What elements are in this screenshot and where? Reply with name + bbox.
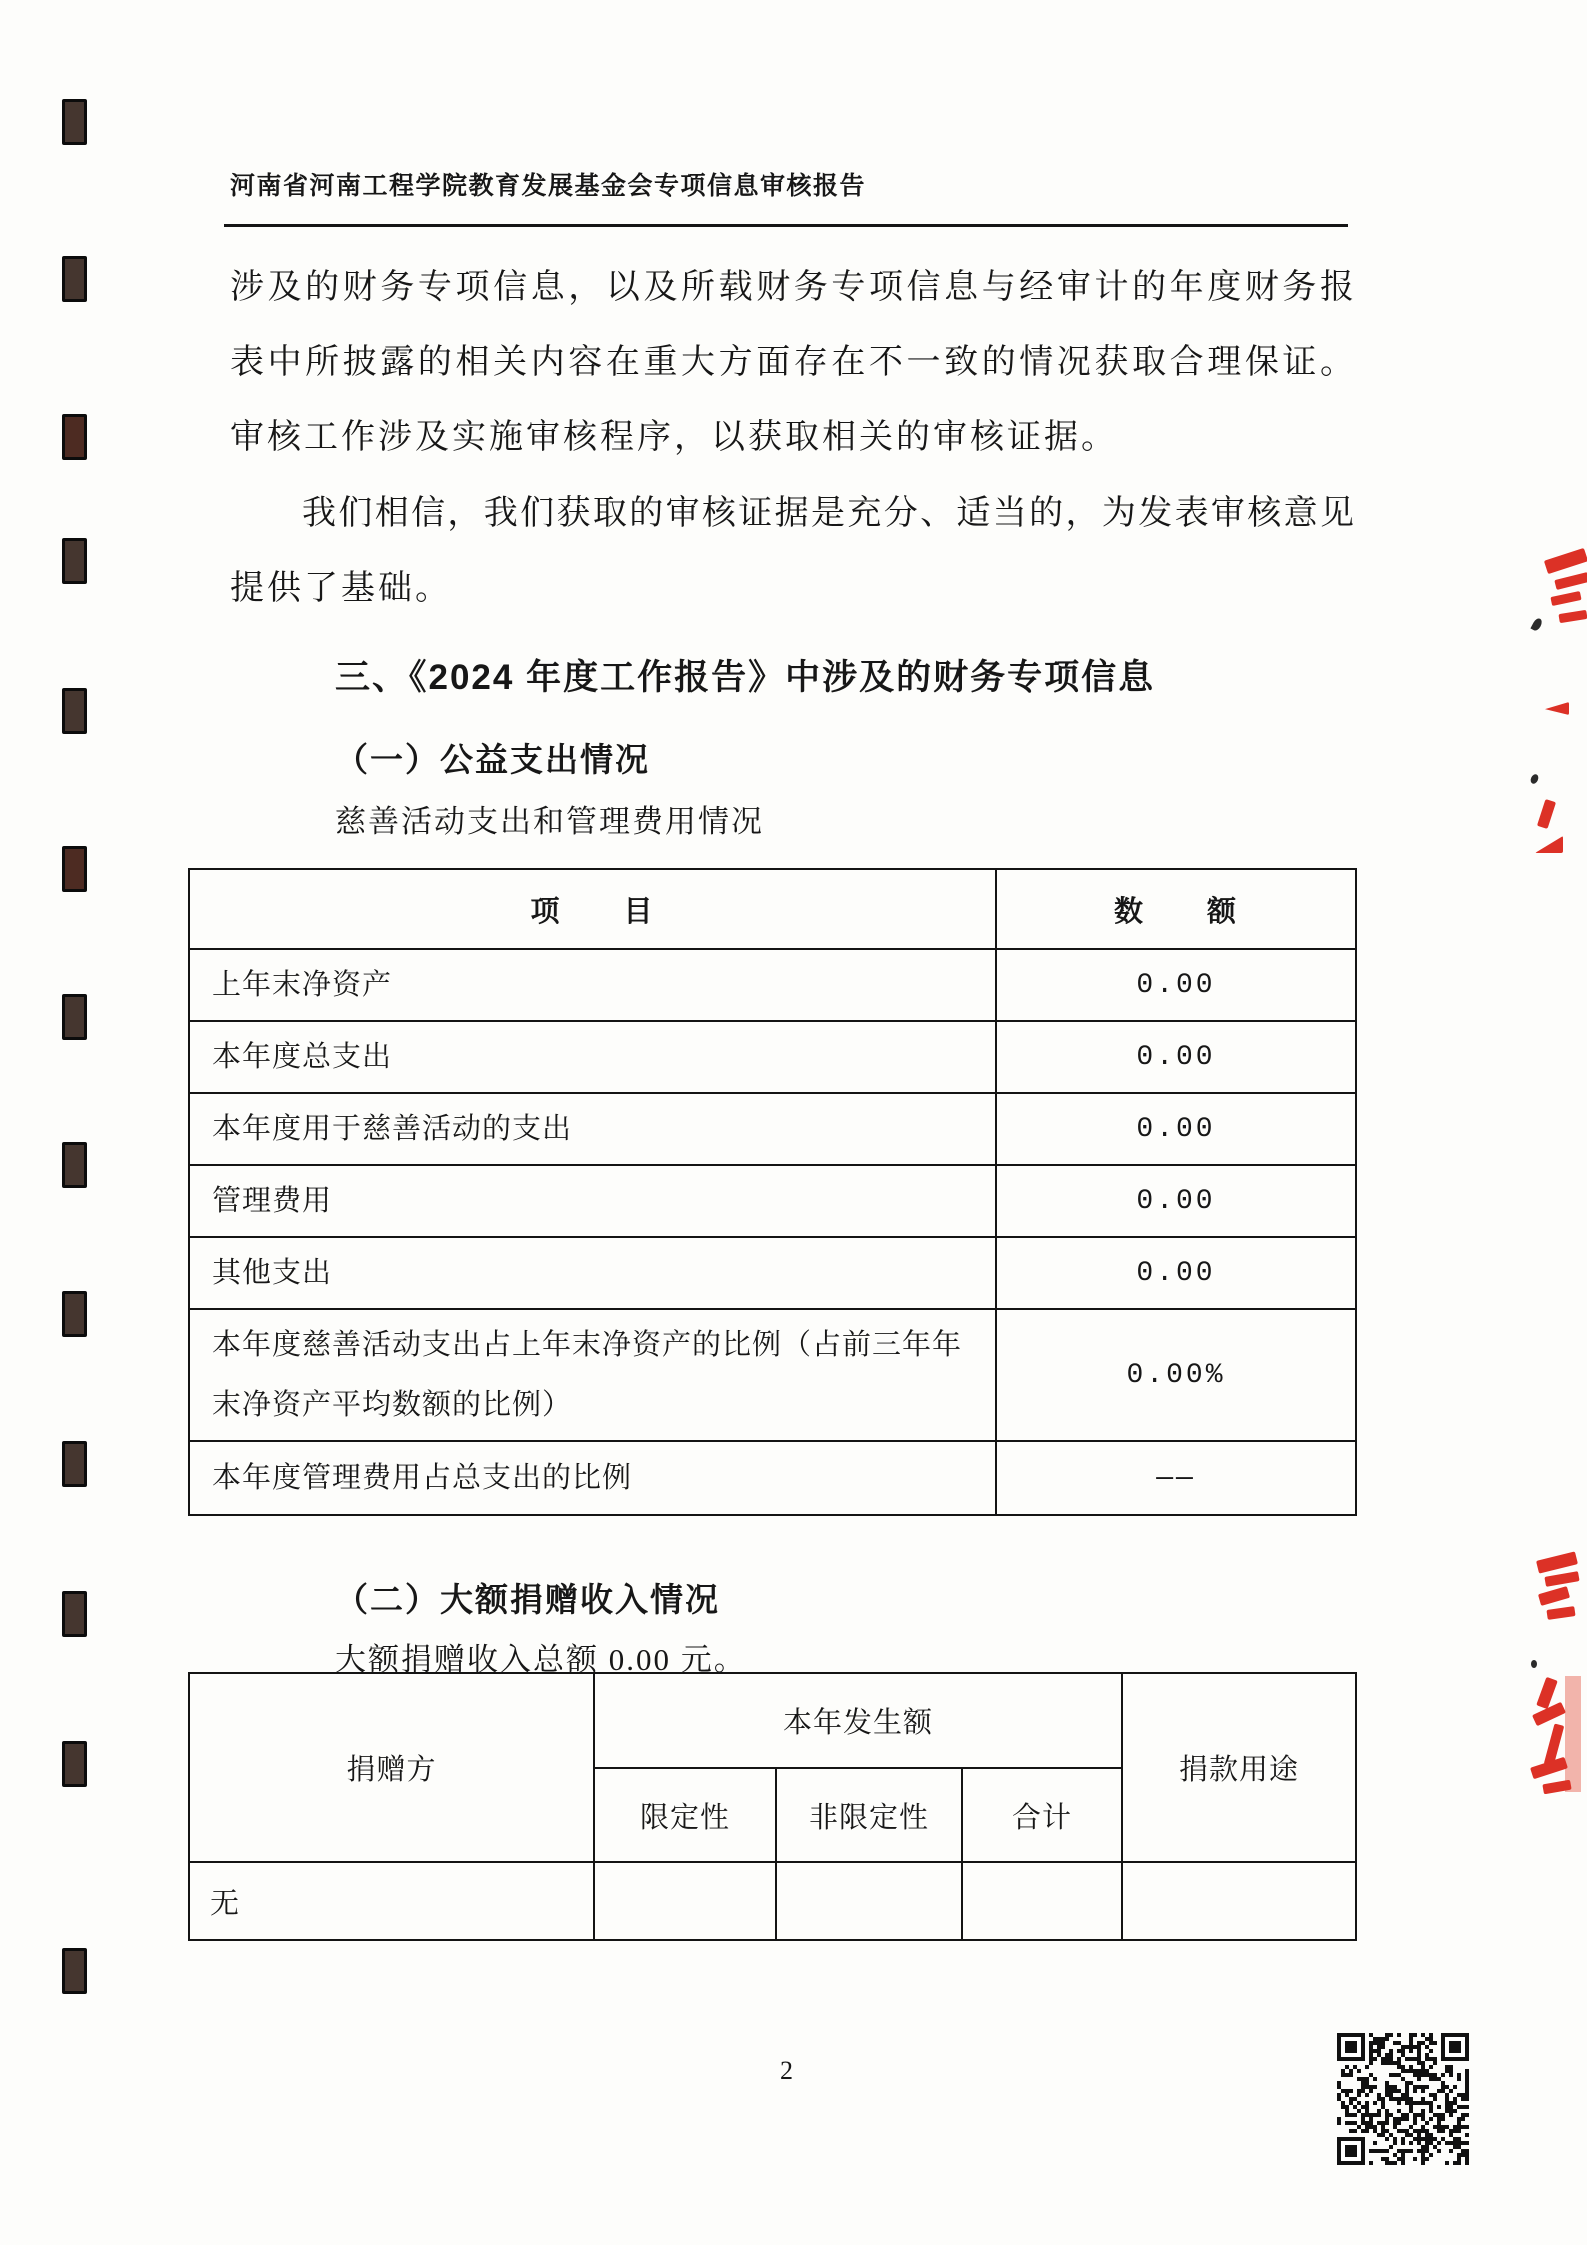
paragraph-line: 我们相信，我们获取的审核证据是充分、适当的，为发表审核意见 [302, 495, 1356, 532]
paragraph-line: 提供了基础。 [230, 570, 452, 607]
paragraph-line: 表中所披露的相关内容在重大方面存在不一致的情况获取合理保证。 [230, 344, 1356, 381]
row-label: 管理费用 [189, 1165, 996, 1237]
binding-mark [62, 688, 87, 734]
binding-mark [62, 846, 87, 892]
subsection-heading-public-welfare: （一）公益支出情况 [335, 741, 650, 778]
donation-total-caption: 大额捐赠收入总额 0.00 元。 [335, 1642, 747, 1677]
section-heading-3: 三、《2024 年度工作报告》中涉及的财务专项信息 [335, 658, 1156, 697]
column-header-unrestricted: 非限定性 [776, 1768, 962, 1862]
row-label: 本年度管理费用占总支出的比例 [189, 1441, 996, 1515]
column-header-donation-purpose: 捐款用途 [1122, 1673, 1356, 1862]
column-header-amount: 数 额 [996, 869, 1356, 949]
binding-mark [62, 99, 87, 145]
row-value: 0.00% [996, 1309, 1356, 1441]
running-header-title: 河南省河南工程学院教育发展基金会专项信息审核报告 [230, 173, 867, 200]
binding-mark [62, 1142, 87, 1188]
table-row [189, 1165, 1356, 1237]
row-value: —— [996, 1441, 1356, 1515]
row-label: 本年度总支出 [189, 1021, 996, 1093]
row-value: 0.00 [996, 1093, 1356, 1165]
table-row [189, 1309, 1356, 1441]
unrestricted-cell [776, 1862, 962, 1940]
table-row [189, 949, 1356, 1021]
column-header-current-year-amount: 本年发生额 [594, 1673, 1122, 1768]
row-value: 0.00 [996, 1021, 1356, 1093]
paragraph-line: 审核工作涉及实施审核程序，以获取相关的审核证据。 [230, 419, 1118, 456]
red-stamp-fragment-lower [1523, 1556, 1587, 1806]
binding-mark [62, 414, 87, 460]
row-label: 本年度慈善活动支出占上年末净资产的比例（占前三年年末净资产平均数额的比例） [189, 1309, 996, 1441]
column-header-item: 项 目 [189, 869, 996, 949]
row-label: 其他支出 [189, 1237, 996, 1309]
table-row [189, 1021, 1356, 1093]
row-label: 上年末净资产 [189, 949, 996, 1021]
column-header-restricted: 限定性 [594, 1768, 776, 1862]
table-row [189, 1441, 1356, 1515]
table-row [189, 1237, 1356, 1309]
binding-mark [62, 1948, 87, 1994]
column-header-total: 合计 [962, 1768, 1122, 1862]
donation-table [188, 1672, 1357, 1941]
binding-mark [62, 1291, 87, 1337]
binding-mark [62, 538, 87, 584]
binding-mark [62, 1741, 87, 1787]
purpose-cell [1122, 1862, 1356, 1940]
paragraph-line: 涉及的财务专项信息，以及所载财务专项信息与经审计的年度财务报 [230, 269, 1356, 306]
binding-mark [62, 256, 87, 302]
expenditure-table [188, 868, 1357, 1516]
binding-mark [62, 1591, 87, 1637]
row-value: 0.00 [996, 1165, 1356, 1237]
total-cell [962, 1862, 1122, 1940]
page-number: 2 [780, 2056, 793, 2085]
donor-cell: 无 [189, 1862, 594, 1940]
row-value: 0.00 [996, 949, 1356, 1021]
subsection-heading-large-donations: （二）大额捐赠收入情况 [335, 1581, 720, 1618]
paragraph-audit-belief [230, 476, 1356, 626]
row-value: 0.00 [996, 1237, 1356, 1309]
table-row [189, 1862, 1356, 1940]
column-header-donor: 捐赠方 [189, 1673, 594, 1862]
header-rule [224, 224, 1348, 227]
binding-mark [62, 1441, 87, 1487]
table1-caption: 慈善活动支出和管理费用情况 [335, 804, 764, 839]
qr-code [1337, 2030, 1469, 2168]
red-stamp-fragment-upper [1529, 552, 1587, 882]
restricted-cell [594, 1862, 776, 1940]
row-label: 本年度用于慈善活动的支出 [189, 1093, 996, 1165]
binding-mark [62, 994, 87, 1040]
paragraph-audit-scope [230, 250, 1356, 475]
table-row [189, 1093, 1356, 1165]
